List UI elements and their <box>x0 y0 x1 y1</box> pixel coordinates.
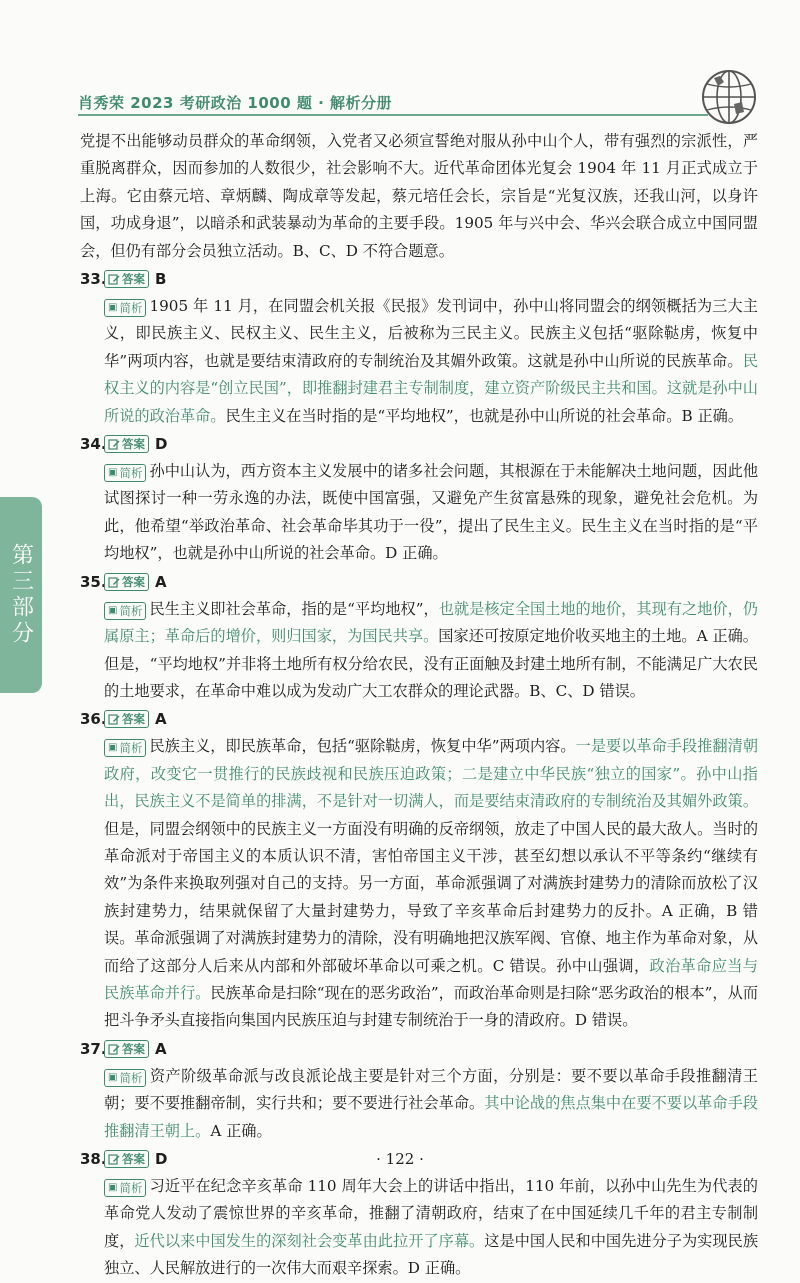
analysis-icon: ▣ <box>108 302 118 314</box>
answer-letter: A <box>155 572 167 591</box>
analysis-badge-label: 简析 <box>119 301 143 316</box>
question-number: 38. <box>80 1150 107 1168</box>
answer-line <box>80 568 758 596</box>
answer-badge <box>104 1040 149 1058</box>
answer-line <box>80 265 758 293</box>
analysis-text: 这是中国人民和中国先进分子为实现民族独立、人民解放进行的一次伟大而艰辛探索。D 正确。 <box>104 1231 759 1278</box>
section-tab <box>0 497 42 693</box>
analysis-icon: ▣ <box>108 1071 118 1083</box>
question-number: 37. <box>80 1039 107 1058</box>
answer-badge <box>104 435 149 453</box>
analysis-paragraph <box>80 1173 758 1283</box>
analysis-text: 但是，同盟会纲领中的民族主义一方面没有明确的反帝纲领，放走了中国人民的最大敌人。当时的革命派对于帝国主义的本质认识不清，害怕帝国主义干涉，甚至幻想以承认不平等条约“继续有效”为条件来换取列强对自己的支持。另一方面，革命派强调了对满族封建势力的清除而放松了汉族封建势力，结果就保留了大量封建势力，导致了辛亥革命后封建势力的反扑。A 正确，B 错误。革命派强调了对满族封建势力的清除，没有明确地把汉族军阀、官僚、地主作为革命对象，从而给了这部分人后来从内部和外部破坏革命以可乘之机。C 错误。孙中山强调， <box>104 819 758 975</box>
answer-badge-label: 答案 <box>122 1152 145 1166</box>
answer-line <box>80 1035 758 1063</box>
analysis-text: 民生主义即社会革命，指的是“平均地权”， <box>149 599 439 618</box>
analysis-paragraph <box>80 458 758 568</box>
question-block <box>80 1035 758 1145</box>
analysis-paragraph <box>80 293 758 430</box>
highlighted-text: 近代以来中国发生的深刻社会变革由此拉开了序幕。 <box>134 1231 485 1250</box>
analysis-icon: ▣ <box>108 604 118 616</box>
question-block <box>80 705 758 1034</box>
question-block <box>80 430 758 568</box>
pen-icon <box>108 576 120 588</box>
analysis-badge-label: 简析 <box>119 466 143 481</box>
question-block <box>80 568 758 706</box>
analysis-badge-label: 简析 <box>119 603 143 618</box>
answer-badge-label: 答案 <box>122 574 145 589</box>
pen-icon <box>108 273 120 285</box>
analysis-badge-label: 简析 <box>119 1181 143 1195</box>
analysis-badge <box>104 1069 146 1087</box>
answer-letter: A <box>155 710 167 729</box>
analysis-text: 资产阶级革命派与改良派论战主要是针对三个方面，分别是：要不要以革命手段推翻清王朝；要不要推翻帝制，实行共和；要不要进行社会革命。 <box>104 1066 758 1113</box>
analysis-paragraph <box>80 733 758 1034</box>
answer-badge <box>104 270 149 288</box>
analysis-text: 习近平在纪念辛亥革命 110 周年大会上的讲话中指出，110 年前，以孙中山先生为代表的革命党人发动了震惊世界的辛亥革命，推翻了清朝政府，结束了在中国延续几千年的君主专制制度， <box>104 1177 758 1250</box>
analysis-badge <box>104 739 146 757</box>
section-tab-label: 第三部分 <box>8 543 34 647</box>
answer-badge-label: 答案 <box>122 272 145 287</box>
answer-badge-label: 答案 <box>122 1041 145 1056</box>
question-number: 36. <box>80 710 107 729</box>
answer-letter: A <box>155 1039 167 1058</box>
analysis-icon: ▣ <box>108 1182 118 1193</box>
analysis-paragraph <box>80 1063 758 1145</box>
analysis-icon: ▣ <box>108 742 118 754</box>
analysis-paragraph <box>80 596 758 706</box>
pen-icon <box>108 438 120 450</box>
analysis-text: 1905 年 11 月，在同盟会机关报《民报》发刊词中，孙中山将同盟会的纲领概括为三大主义，即民族主义、民权主义、民生主义，后被称为三民主义。民族主义包括“驱除鞑虏，恢复中华”两项内容，也就是要结束清政府的专制统治及其媚外政策。这就是孙中山所说的民族革命。 <box>104 297 758 370</box>
answer-badge <box>104 573 149 591</box>
question-number: 35. <box>80 572 107 591</box>
answer-letter: D <box>155 435 168 454</box>
analysis-badge-label: 简析 <box>119 741 143 756</box>
analysis-text: 孙中山认为，西方资本主义发展中的诸多社会问题，其根源在于未能解决土地问题，因此他试图探讨一种一劳永逸的办法，既使中国富强，又避免产生贫富悬殊的现象，避免社会危机。为此，他希望“举政治革命、社会革命毕其功于一役”，提出了民生主义。民生主义在当时指的是“平均地权”，也就是孙中山所说的社会革命。D 正确。 <box>104 462 758 563</box>
question-number: 34. <box>80 435 107 454</box>
answer-letter: D <box>155 1150 168 1168</box>
highlighted-text: 民权主义的内容是“创立民国”，即推翻封建君主专制制度，建立资产阶级民主共和国。这就是孙中山所说的政治革命。 <box>104 351 758 425</box>
answer-letter: B <box>155 270 167 289</box>
analysis-text: 民族主义，即民族革命，包括“驱除鞑虏，恢复中华”两项内容。 <box>149 737 576 756</box>
answer-badge-label: 答案 <box>122 712 145 727</box>
analysis-badge <box>104 299 146 317</box>
page-header <box>78 88 758 118</box>
analysis-icon: ▣ <box>108 467 118 479</box>
question-block <box>80 265 758 430</box>
answer-line <box>80 705 758 733</box>
header-rule <box>78 114 708 116</box>
highlighted-text: 政治革命应当与民族革命并行。 <box>104 956 759 1002</box>
answer-line <box>80 430 758 458</box>
pen-icon <box>108 1043 120 1055</box>
highlighted-text: 一是要以革命手段推翻清朝政府，改变它一贯推行的民族歧视和民族压迫政策；二是建立中华民族“独立的国家”。孙中山指出，民族主义不是简单的排满，不是针对一切满人，而是要结束清政府的专制统治及其媚外政策。 <box>104 737 759 811</box>
question-number: 33. <box>80 270 107 289</box>
answer-badge-label: 答案 <box>122 437 145 452</box>
page-number: · 122 · <box>376 1150 424 1168</box>
answer-badge <box>104 710 149 728</box>
highlighted-text: 也就是核定全国土地的地价，其现有之地价，仍属原主；革命后的增价，则归国家，为国民共享。 <box>104 599 758 646</box>
globe-icon <box>700 68 758 126</box>
page-content <box>80 128 758 1283</box>
analysis-text: 民族革命是扫除“现在的恶劣政治”，而政治革命则是扫除“恶劣政治的根本”，从而把斗争矛头直接指向集国内民族压迫与封建专制统治于一身的清政府。D 错误。 <box>104 983 759 1030</box>
analysis-badge <box>104 602 146 620</box>
analysis-badge <box>104 1179 146 1197</box>
analysis-badge <box>104 464 146 482</box>
book-title: 肖秀荣 2023 考研政治 1000 题 · 解析分册 <box>78 94 393 112</box>
analysis-badge-label: 简析 <box>119 1070 143 1085</box>
highlighted-text: 其中论战的焦点集中在要不要以革命手段推翻清王朝上。 <box>104 1094 759 1140</box>
analysis-text: 国家还可按原定地价收买地主的土地。A 正确。但是，“平均地权”并非将土地所有权分给农民，没有正面触及封建土地所有制，不能满足广大农民的土地要求，在革命中难以成为发动广大工农群众的理论武器。B、C、D 错误。 <box>104 627 758 700</box>
analysis-text: A 正确。 <box>210 1121 272 1140</box>
intro-paragraph: 党提不出能够动员群众的革命纲领，入党者又必须宣誓绝对服从孙中山个人，带有强烈的宗派性，严重脱离群众，因而参加的人数很少，社会影响不大。近代革命团体光复会 1904 年 11 月正式成立于上海。它由蔡元培、章炳麟、陶成章等发起，蔡元培任会长，宗旨是“光复汉族，还我山河，以身许国，功成身退”，以暗杀和武装暴动为革命的主要手段。1905 年与兴中会、华兴会联合成立中国同盟会，但仍有部分会员独立活动。B、C、D 不符合题意。 <box>80 132 758 260</box>
question-list <box>80 265 758 1283</box>
pen-icon <box>108 713 120 725</box>
analysis-text: 民生主义在当时指的是“平均地权”，也就是孙中山所说的社会革命。B 正确。 <box>225 406 744 425</box>
